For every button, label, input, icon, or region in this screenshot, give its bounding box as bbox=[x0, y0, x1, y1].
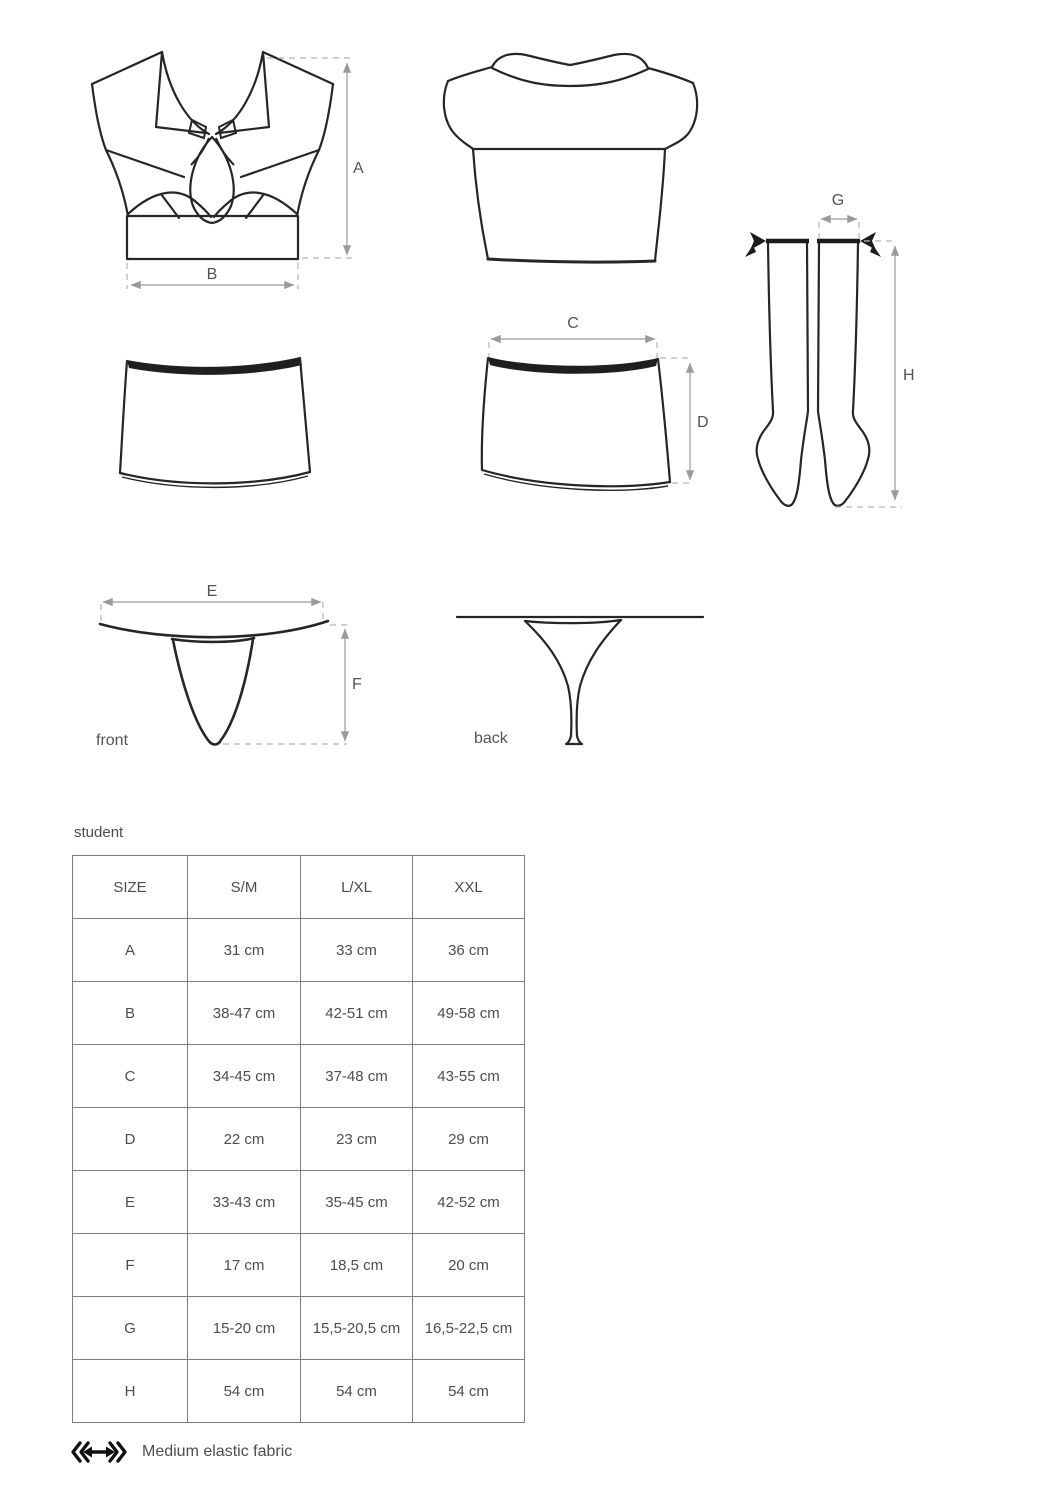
dim-label-h: H bbox=[903, 367, 915, 384]
table-row bbox=[73, 1297, 525, 1360]
bottom-hem bbox=[488, 259, 655, 262]
fabric-note-label: Medium elastic fabric bbox=[142, 1443, 293, 1460]
table-row bbox=[73, 1234, 525, 1297]
waistband-inner-line bbox=[525, 620, 621, 623]
left-dart-line bbox=[161, 194, 179, 218]
value-cell: 17 cm bbox=[188, 1234, 301, 1297]
top-front-dimensions bbox=[127, 58, 364, 289]
value-cell: 31 cm bbox=[188, 919, 301, 982]
value-cell: 15-20 cm bbox=[188, 1297, 301, 1360]
back-view-label: back bbox=[474, 730, 508, 747]
left-shoulder-line bbox=[448, 67, 492, 81]
value-cell: 42-51 cm bbox=[301, 982, 413, 1045]
row-label-cell: G bbox=[73, 1297, 188, 1360]
right-side-seam bbox=[300, 358, 310, 472]
fabric-note bbox=[70, 1441, 292, 1463]
elastic-stretch-arrow-icon bbox=[70, 1441, 128, 1463]
front-triangle bbox=[173, 639, 253, 745]
value-cell: 42-52 cm bbox=[413, 1171, 525, 1234]
collar-inner-edge bbox=[492, 68, 648, 86]
top-front-diagram bbox=[65, 46, 365, 298]
right-shoulder-line bbox=[263, 52, 333, 84]
value-cell: 22 cm bbox=[188, 1108, 301, 1171]
value-cell: 16,5-22,5 cm bbox=[413, 1297, 525, 1360]
table-row bbox=[73, 1360, 525, 1423]
panties-front-outline bbox=[100, 621, 328, 745]
left-side-seam bbox=[120, 361, 127, 473]
row-label-cell: D bbox=[73, 1108, 188, 1171]
left-shoulder-line bbox=[92, 52, 162, 84]
left-stocking bbox=[757, 243, 808, 506]
right-dart-line bbox=[246, 194, 264, 218]
left-side-seam bbox=[482, 358, 488, 470]
waistband bbox=[488, 357, 658, 374]
value-cell: 33-43 cm bbox=[188, 1171, 301, 1234]
string-bottom bbox=[566, 736, 582, 744]
skirt-left-diagram bbox=[114, 344, 326, 496]
right-sleeve-edge bbox=[665, 83, 697, 149]
left-outer-chevron bbox=[73, 1443, 80, 1461]
right-string-curve bbox=[577, 620, 621, 736]
left-string-curve bbox=[525, 621, 571, 736]
right-bow-icon bbox=[860, 232, 881, 257]
row-label-cell: H bbox=[73, 1360, 188, 1423]
value-cell: 37-48 cm bbox=[301, 1045, 413, 1108]
collar-outer-edge bbox=[492, 54, 648, 68]
right-shoulder-line bbox=[648, 68, 693, 83]
header-cell-size: SIZE bbox=[73, 856, 188, 919]
row-label-cell: B bbox=[73, 982, 188, 1045]
table-row bbox=[73, 1171, 525, 1234]
table-row bbox=[73, 919, 525, 982]
table-header-row bbox=[73, 856, 525, 919]
dim-label-b: B bbox=[206, 266, 218, 283]
table-row bbox=[73, 1045, 525, 1108]
value-cell: 43-55 cm bbox=[413, 1045, 525, 1108]
stockings-outline bbox=[757, 243, 870, 506]
header-cell-sm: S/M bbox=[188, 856, 301, 919]
left-sleeve-edge bbox=[444, 81, 473, 149]
top-front-garment-outline bbox=[92, 52, 333, 259]
skirt-right-outline bbox=[482, 358, 670, 486]
value-cell: 29 cm bbox=[413, 1108, 525, 1171]
value-cell: 18,5 cm bbox=[301, 1234, 413, 1297]
right-outer-chevron bbox=[118, 1443, 125, 1461]
left-bow-icon bbox=[745, 232, 766, 257]
size-chart-table bbox=[72, 855, 525, 1423]
top-back-diagram bbox=[430, 42, 708, 270]
header-cell-lxl: L/XL bbox=[301, 856, 413, 919]
skirt-dimensions-c bbox=[489, 315, 657, 358]
keyhole-opening bbox=[190, 137, 233, 223]
right-body-side bbox=[655, 149, 665, 261]
right-neckline bbox=[216, 52, 263, 134]
hem-curve bbox=[482, 470, 670, 486]
panties-front-diagram bbox=[74, 584, 366, 762]
value-cell: 23 cm bbox=[301, 1108, 413, 1171]
bow-right-loop bbox=[219, 120, 236, 138]
front-view-label: front bbox=[96, 732, 129, 749]
bow-right-tail bbox=[216, 138, 234, 165]
value-cell: 54 cm bbox=[413, 1360, 525, 1423]
value-cell: 35-45 cm bbox=[301, 1171, 413, 1234]
panties-back-diagram bbox=[450, 610, 722, 754]
value-cell: 49-58 cm bbox=[413, 982, 525, 1045]
dim-label-c: C bbox=[567, 315, 579, 332]
skirt-dimensions-d bbox=[660, 358, 709, 483]
left-neckline bbox=[162, 52, 209, 134]
row-label-cell: C bbox=[73, 1045, 188, 1108]
value-cell: 20 cm bbox=[413, 1234, 525, 1297]
bow-left-loop bbox=[189, 120, 206, 138]
waistband-curve bbox=[100, 621, 328, 637]
dim-label-d: D bbox=[697, 414, 709, 431]
stocking-bows bbox=[745, 232, 881, 257]
value-cell: 15,5-20,5 cm bbox=[301, 1297, 413, 1360]
waistband-inner-line bbox=[172, 638, 254, 642]
value-cell: 54 cm bbox=[188, 1360, 301, 1423]
size-table-title: student bbox=[74, 824, 124, 841]
right-side-line bbox=[297, 84, 333, 216]
dim-label-a: A bbox=[353, 160, 364, 177]
stockings-diagram bbox=[740, 188, 926, 522]
value-cell: 36 cm bbox=[413, 919, 525, 982]
right-side-seam bbox=[658, 359, 670, 482]
top-back-garment-outline bbox=[444, 54, 697, 261]
table-row bbox=[73, 1108, 525, 1171]
bow-icon bbox=[189, 120, 236, 165]
skirt-left-outline bbox=[120, 358, 310, 483]
row-label-cell: E bbox=[73, 1171, 188, 1234]
left-body-side bbox=[473, 149, 488, 259]
value-cell: 33 cm bbox=[301, 919, 413, 982]
dim-label-f: F bbox=[352, 676, 362, 693]
right-stocking bbox=[818, 243, 869, 506]
left-yoke-seam bbox=[106, 150, 184, 177]
waistband bbox=[127, 357, 302, 375]
header-cell-xxl: XXL bbox=[413, 856, 525, 919]
table-row bbox=[73, 982, 525, 1045]
skirt-right-diagram bbox=[468, 314, 716, 504]
dim-label-g: G bbox=[831, 192, 845, 209]
dim-label-e: E bbox=[206, 583, 218, 600]
row-label-cell: A bbox=[73, 919, 188, 982]
value-cell: 54 cm bbox=[301, 1360, 413, 1423]
panties-dimensions-e bbox=[101, 583, 323, 621]
value-cell: 34-45 cm bbox=[188, 1045, 301, 1108]
left-side-line bbox=[92, 84, 128, 216]
value-cell: 38-47 cm bbox=[188, 982, 301, 1045]
right-yoke-seam bbox=[241, 150, 319, 177]
panties-back-outline bbox=[457, 617, 703, 744]
row-label-cell: F bbox=[73, 1234, 188, 1297]
